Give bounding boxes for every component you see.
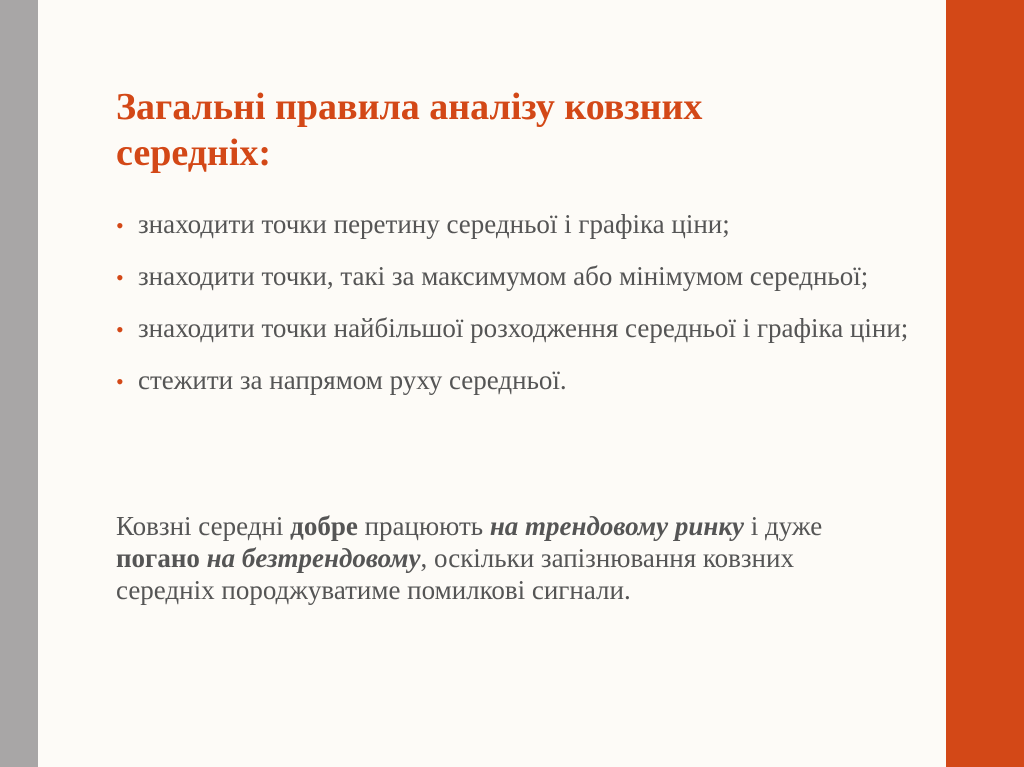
bullet-item (116, 365, 916, 396)
summary-emphasis-trending: на трендовому ринку (489, 511, 745, 541)
bullet-item (116, 313, 916, 344)
summary-paragraph (116, 510, 896, 606)
bullet-text: знаходити точки перетину середньої і графіка ціни; (138, 209, 730, 239)
summary-text: Ковзні середні (116, 511, 291, 541)
bullet-text: стежити за напрямом руху середньої. (138, 365, 567, 395)
right-accent-bar (946, 0, 1024, 767)
bullet-marker: • (116, 317, 124, 342)
bullet-text: знаходити точки найбільшої розходження середньої і графіка ціни; (138, 313, 909, 343)
summary-emphasis-nontrending: на безтрендовому (206, 543, 421, 573)
summary-text (200, 543, 207, 573)
bullet-item (116, 261, 916, 292)
summary-text: і дуже (744, 511, 823, 541)
slide-title: Загальні правила аналізу ковзних середніх: (116, 86, 703, 174)
left-decorative-bar (0, 0, 38, 767)
bullet-list (116, 209, 916, 417)
bullet-text: знаходити точки, такі за максимумом або мінімумом середньої; (138, 261, 869, 291)
bullet-marker: • (116, 213, 124, 238)
summary-emphasis-good: добре (290, 511, 358, 541)
bullet-marker: • (116, 369, 124, 394)
summary-text: працюють (357, 511, 490, 541)
summary-text: , оскільки запізнювання ковзних середніх породжуватиме помилкові сигнали. (116, 543, 794, 605)
bullet-item (116, 209, 916, 240)
bullet-marker: • (116, 265, 124, 290)
summary-emphasis-bad: погано (116, 543, 200, 573)
